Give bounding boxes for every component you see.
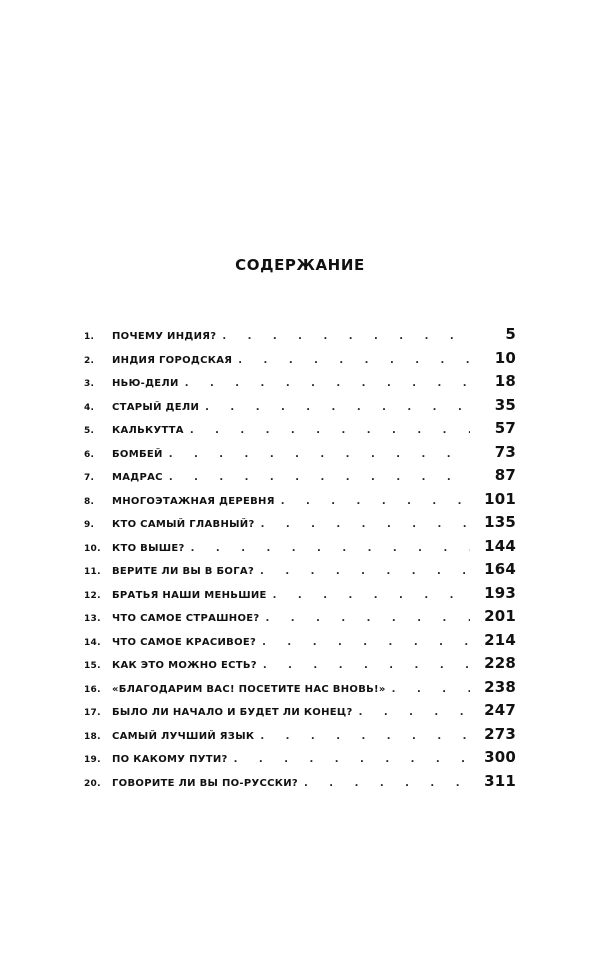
entry-page: 135 [484, 513, 516, 531]
toc-entry [84, 537, 516, 561]
entry-title: ЧТО САМОЕ СТРАШНОЕ? [112, 613, 260, 624]
entry-page: 87 [494, 466, 516, 484]
toc-entry [84, 349, 516, 373]
entry-title: ИНДИЯ ГОРОДСКАЯ [112, 354, 233, 366]
toc-entry [84, 560, 516, 584]
dot-leader [266, 613, 470, 624]
entry-number: 12. [84, 590, 101, 601]
entry-page: 300 [484, 748, 516, 766]
dot-leader [281, 496, 470, 507]
entry-page: 5 [505, 325, 516, 343]
entry-number: 19. [84, 755, 101, 765]
dot-leader [169, 472, 470, 483]
entry-number: 4. [84, 402, 95, 413]
entry-title: КТО САМЫЙ ГЛАВНЫЙ? [112, 519, 255, 530]
entry-page: 193 [484, 583, 516, 602]
dot-leader [222, 331, 470, 342]
toc-entry [84, 419, 516, 443]
entry-page: 35 [494, 395, 516, 414]
dot-leader [185, 378, 470, 389]
entry-number: 9. [84, 520, 95, 530]
entry-title: БОМБЕЙ [112, 448, 163, 460]
toc-entry [84, 701, 516, 725]
toc-entry [84, 725, 516, 749]
toc-entry [84, 654, 516, 678]
toc-entry [84, 443, 516, 467]
toc-entry [84, 325, 516, 349]
toc-entry [84, 584, 516, 608]
entry-title: МНОГОЭТАЖНАЯ ДЕРЕВНЯ [112, 495, 275, 507]
dot-leader [260, 566, 470, 577]
entry-number: 18. [84, 731, 101, 742]
entry-title: ПОЧЕМУ ИНДИЯ? [112, 331, 217, 342]
entry-page: 214 [484, 630, 516, 649]
entry-number: 6. [84, 449, 95, 460]
entry-page: 164 [484, 560, 516, 578]
entry-number: 14. [84, 637, 101, 648]
entry-title: НЬЮ-ДЕЛИ [112, 378, 179, 389]
toc-entry [84, 748, 516, 772]
entry-page: 144 [484, 536, 516, 555]
entry-title: ПО КАКОМУ ПУТИ? [112, 754, 228, 765]
entry-title: ГОВОРИТЕ ЛИ ВЫ ПО-РУССКИ? [112, 777, 299, 789]
toc-entry [84, 772, 516, 796]
entry-title: БРАТЬЯ НАШИ МЕНЬШИЕ [112, 589, 267, 601]
entry-title: КАК ЭТО МОЖНО ЕСТЬ? [112, 660, 257, 671]
entry-number: 16. [84, 684, 101, 695]
entry-page: 18 [494, 372, 516, 390]
toc-entry [84, 513, 516, 537]
dot-leader [304, 778, 470, 789]
table-of-contents [84, 325, 516, 795]
entry-number: 5. [84, 426, 95, 436]
entry-page: 228 [484, 654, 516, 672]
entry-number: 15. [84, 661, 101, 671]
entry-number: 11. [84, 567, 101, 577]
dot-leader [191, 543, 470, 554]
toc-entry [84, 490, 516, 514]
entry-number: 3. [84, 379, 95, 389]
entry-page: 247 [484, 701, 516, 719]
entry-number: 20. [84, 778, 101, 789]
entry-page: 73 [494, 442, 516, 461]
dot-leader [190, 425, 470, 436]
entry-page: 238 [484, 677, 516, 696]
toc-entry [84, 372, 516, 396]
toc-entry [84, 396, 516, 420]
entry-page: 311 [484, 771, 516, 790]
toc-entry [84, 678, 516, 702]
entry-number: 7. [84, 473, 95, 483]
dot-leader [261, 519, 470, 530]
entry-title: КТО ВЫШЕ? [112, 542, 185, 554]
toc-entry [84, 466, 516, 490]
entry-page: 10 [494, 348, 516, 367]
dot-leader [262, 637, 470, 648]
dot-leader [238, 355, 470, 366]
dot-leader [205, 402, 470, 413]
entry-number: 13. [84, 614, 101, 624]
entry-title: КАЛЬКУТТА [112, 425, 184, 436]
dot-leader [260, 731, 470, 742]
entry-number: 10. [84, 543, 101, 554]
entry-title: ЧТО САМОЕ КРАСИВОЕ? [112, 636, 257, 648]
entry-title: ВЕРИТЕ ЛИ ВЫ В БОГА? [112, 566, 255, 577]
entry-page: 201 [484, 607, 516, 625]
entry-number: 17. [84, 708, 101, 718]
dot-leader [169, 449, 470, 460]
entry-title: САМЫЙ ЛУЧШИЙ ЯЗЫК [112, 730, 255, 742]
entry-title: СТАРЫЙ ДЕЛИ [112, 401, 200, 413]
dot-leader [263, 660, 470, 671]
entry-page: 57 [494, 419, 516, 437]
entry-number: 8. [84, 496, 95, 507]
entry-title: МАДРАС [112, 472, 163, 483]
dot-leader [359, 707, 470, 718]
dot-leader [392, 684, 470, 695]
entry-title: «БЛАГОДАРИМ ВАС! ПОСЕТИТЕ НАС ВНОВЬ!» [112, 683, 386, 695]
toc-entry [84, 631, 516, 655]
entry-number: 2. [84, 355, 95, 366]
dot-leader [234, 754, 470, 765]
page-title: СОДЕРЖАНИЕ [235, 256, 365, 274]
entry-title: БЫЛО ЛИ НАЧАЛО И БУДЕТ ЛИ КОНЕЦ? [112, 707, 353, 718]
entry-page: 101 [484, 489, 516, 508]
entry-page: 273 [484, 724, 516, 743]
dot-leader [273, 590, 470, 601]
entry-number: 1. [84, 332, 95, 342]
toc-entry [84, 607, 516, 631]
